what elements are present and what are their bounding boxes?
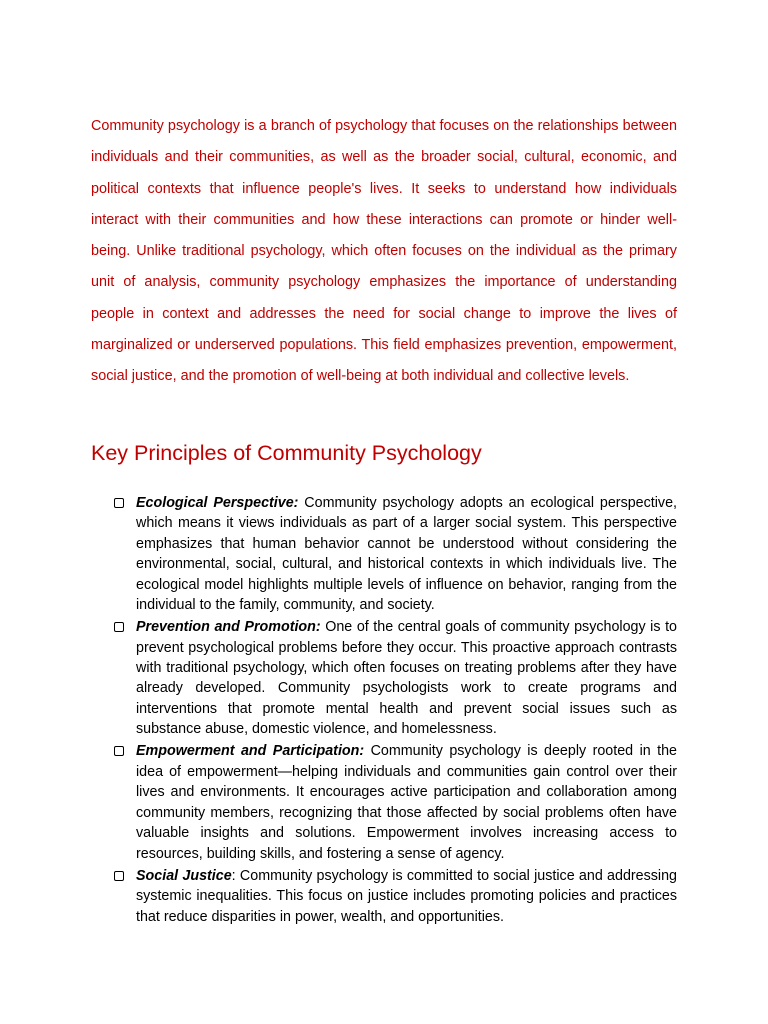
principle-description: : Community psychology is committed to social justice and addressing systemic inequalities. This focus on justice includes promoting policies and practices that reduce disparities in power, wealth, and opportunities. [136,867,678,925]
checkbox-icon [114,498,124,508]
principle-term: Ecological Perspective: [136,495,299,511]
principle-description: One of the central goals of community psychology is to prevent psychological problems before they occur. This proactive approach contrasts with traditional psychology, which often focuses on treating problems after they have already developed. Community psychologists work to create programs and interventions that promote mental health and prevent social issues such as substance abuse, domestic violence, and homelessness. [136,619,677,738]
principle-description: Community psychology is deeply rooted in the idea of empowerment—helping individuals and communities gain control over their lives and environments. It encourages active participation and collaboration among community members, recognizing that those affected by social problems often have valuable insights and solutions. Empowerment involves increasing access to resources, building skills, and fostering a sense of agency. [136,743,677,862]
principle-term: Empowerment and Participation: [136,743,365,760]
intro-paragraph: Community psychology is a branch of psychology that focuses on the relationships between individuals and their communities, as well as the broader social, cultural, economic, and political contexts that influence people's lives. It seeks to understand how individuals interact with their communities and how these interactions can promote or hinder well-being. Unlike traditional psychology, which often focuses on the individual as the primary unit of analysis, community psychology emphasizes the importance of understanding people in context and addresses the need for social change to improve the lives of marginalized or underserved populations. This field emphasizes prevention, empowerment, social justice, and the promotion of well-being at both individual and collective levels. [91,118,677,385]
checkbox-icon [114,746,124,756]
checkbox-icon [114,871,124,881]
checkbox-icon [114,622,124,632]
section-heading: Key Principles of Community Psychology [91,441,482,465]
list-item-prevention-promotion [113,617,677,739]
list-item-social-justice [113,866,677,927]
principle-term: Prevention and Promotion: [136,619,321,636]
list-item-empowerment-participation [113,741,677,863]
principles-list [113,493,677,929]
list-item-ecological-perspective [113,493,677,615]
principle-description: Community psychology adopts an ecological perspective, which means it views individuals as part of a larger social system. This perspective emphasizes that human behavior cannot be understood without considering the environmental, social, cultural, and historical contexts in which individuals live. The ecological model highlights multiple levels of influence on behavior, ranging from the individual to the family, community, and society. [136,495,677,614]
principle-term: Social Justice [136,867,232,884]
